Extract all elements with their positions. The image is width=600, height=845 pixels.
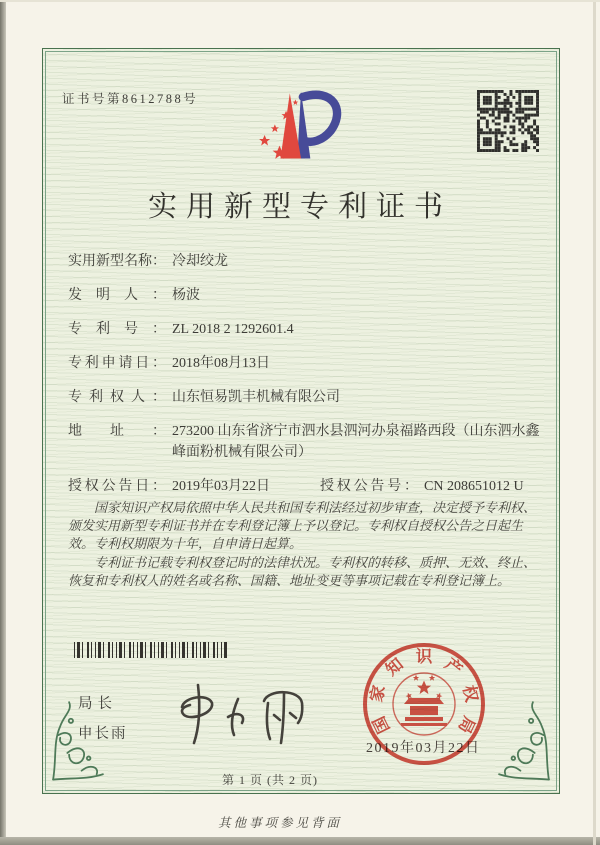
barcode [74,642,228,658]
cnipa-logo-icon [254,82,348,166]
field-value: 冷却绞龙 [172,254,228,269]
field-value: 2018年08月13日 [172,356,270,371]
page-indicator: 第 1 页 (共 2 页) [222,773,318,787]
field-value: 杨波 [172,288,200,303]
legal-paragraph-1: 国家知识产权局依照中华人民共和国专利法经过初步审查，决定授予专利权、颁发实用新型专利证书并在专利登记簿上予以登记。专利权自授权公告之日起生效。专利权期限为十年，自申请日起算。 [68,500,537,552]
footer-note: 其他事项参见背面 [217,816,342,830]
svg-text:产: 产 [441,654,467,680]
officer-block [78,692,128,743]
field-label: 专利权人： [68,390,166,405]
field-label: 专利申请日： [68,356,166,371]
certificate-number: 证书号第8612788号 [62,92,199,106]
field-filing-date [68,353,546,374]
signature-handwriting-icon [168,676,318,748]
national-emblem-icon [401,675,447,726]
certificate-fields [68,251,546,510]
official-seal [356,636,492,772]
field-address [68,421,546,463]
qr-code [477,90,539,152]
scan-edge-left [0,0,6,845]
svg-text:局: 局 [454,713,479,737]
field-inventor [68,285,546,306]
field-value: 273200 山东省济宁市泗水县泗河办泉福路西段（山东泗水鑫峰面粉机械有限公司） [172,424,540,460]
legal-statement [68,499,548,590]
svg-text:知: 知 [381,654,407,680]
legal-paragraph-2: 专利证书记载专利权登记时的法律状况。专利权的转移、质押、无效、终止、恢复和专利权人的姓名或名称、国籍、地址变更等事项记载在专利登记簿上。 [68,554,537,588]
grant-date-value: 2019年03月22日 [172,479,270,494]
grant-number-value: CN 208651012 U [424,479,524,494]
seal-date: 2019年03月22日 [366,741,481,756]
certificate-title: 实用新型专利证书 [147,191,452,223]
svg-text:家: 家 [366,683,389,704]
field-label: 发明人： [68,288,166,303]
field-patentee [68,387,546,408]
field-grant-row [68,476,546,497]
field-label: 地址： [68,424,166,439]
field-value: 山东恒易凯丰机械有限公司 [172,390,340,405]
scan-edge-bottom [0,837,600,845]
field-patent-number [68,319,546,340]
scan-edge-right [593,0,596,845]
officer-name: 申长雨 [78,726,128,742]
grant-number-label: 授权公告号： [320,479,418,494]
field-label: 专利号： [68,322,166,337]
svg-text:权: 权 [459,683,482,704]
officer-title: 局长 [78,696,117,712]
scan-edge-top [0,0,600,2]
svg-text:识: 识 [415,647,433,666]
grant-date-label: 授权公告日： [68,479,166,494]
field-label: 实用新型名称： [68,254,166,269]
field-value: ZL 2018 2 1292601.4 [172,322,294,337]
svg-text:国: 国 [369,713,394,737]
field-utility-model-name [68,251,546,272]
